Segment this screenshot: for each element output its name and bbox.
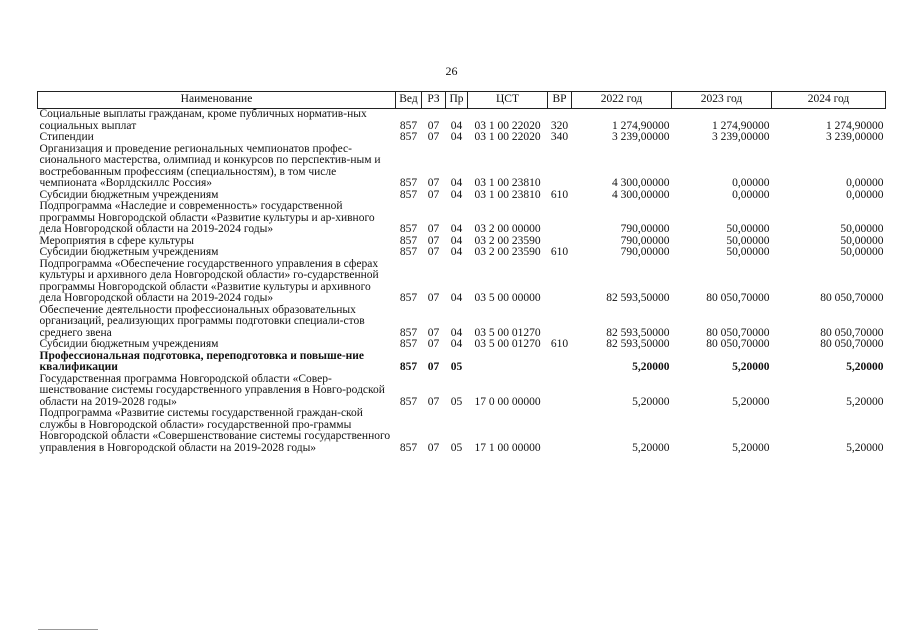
cell-2022: 790,00000	[620, 234, 670, 247]
cell-2024: 3 239,00000	[826, 131, 884, 143]
cell-2022: 3 239,00000	[612, 131, 670, 143]
cell-rz: 07	[427, 395, 440, 408]
cell-ved: 857	[399, 131, 418, 143]
cell-2023: 50,00000	[726, 246, 770, 258]
header-2024: 2024 год	[772, 92, 886, 109]
cell-2024: 1 274,90000	[826, 119, 884, 132]
cell-cst: 03 2 00 23590	[474, 234, 541, 247]
cell-2023: 80 050,70000	[706, 326, 770, 339]
cell-2024: 0,00000	[846, 188, 884, 201]
cell-cst: 03 2 00 23590	[474, 246, 541, 258]
cell-cst: 03 2 00 00000	[474, 223, 541, 235]
table-row	[38, 132, 886, 144]
cell-2024: 80 050,70000	[820, 326, 884, 339]
page-number: 26	[445, 64, 458, 78]
cell-name: Организация и проведение региональных чемпионатов профес-сионального мастерства, олимпиад и конкурсов по перспектив-ным и востребованным профессиям (специальностям), в том числе чемпионата «Ворлдскиллс Россия»	[39, 142, 381, 189]
cell-ved: 857	[399, 234, 418, 247]
table-row	[38, 201, 886, 236]
cell-2024: 50,00000	[840, 246, 884, 258]
cell-2024: 5,20000	[846, 441, 884, 454]
cell-ved: 857	[399, 177, 418, 189]
cell-pr: 04	[450, 188, 463, 201]
cell-2023: 3 239,00000	[712, 131, 770, 143]
cell-2023: 5,20000	[732, 361, 770, 373]
budget-table	[37, 91, 886, 454]
cell-ved: 857	[399, 223, 418, 235]
cell-cst: 03 1 00 22020	[474, 131, 541, 143]
cell-2022: 82 593,50000	[606, 326, 670, 339]
cell-name: Мероприятия в сфере культуры	[39, 234, 195, 247]
cell-2022: 82 593,50000	[606, 292, 670, 304]
cell-2023: 0,00000	[732, 188, 770, 201]
cell-name: Подпрограмма «Развитие системы государственной граждан-ской службы в Новгородской области» государственной про-граммы Новгородской области «Совершенствование системы государственного управления в Новгородской области на 2019-2028 годы»	[39, 407, 391, 454]
cell-2023: 80 050,70000	[706, 338, 770, 350]
cell-pr: 04	[450, 223, 463, 235]
cell-cst: 03 5 00 01270	[474, 338, 541, 350]
cell-vr	[548, 351, 572, 374]
cell-pr: 04	[450, 326, 463, 339]
cell-2022: 790,00000	[620, 223, 670, 235]
cell-2024: 5,20000	[846, 395, 884, 408]
cell-vr: 610	[550, 188, 569, 201]
table-row	[38, 374, 886, 409]
cell-2023: 0,00000	[732, 177, 770, 189]
cell-ved: 857	[399, 338, 418, 350]
cell-rz: 07	[427, 177, 440, 189]
cell-vr: 340	[550, 131, 569, 143]
cell-cst: 03 5 00 01270	[474, 326, 541, 339]
table-body	[38, 109, 886, 455]
table-row	[38, 247, 886, 259]
cell-2023: 5,20000	[732, 395, 770, 408]
cell-rz: 07	[427, 223, 440, 235]
header-cst: ЦСТ	[468, 92, 548, 109]
table-row	[38, 259, 886, 305]
cell-2024: 80 050,70000	[820, 292, 884, 304]
cell-ved: 857	[399, 246, 418, 258]
cell-vr	[548, 374, 572, 409]
cell-pr: 05	[450, 441, 463, 454]
cell-name: Профессиональная подготовка, переподготовка и повыше-ние квалификации	[39, 349, 365, 373]
table-row	[38, 408, 886, 454]
cell-2024: 50,00000	[840, 223, 884, 235]
table-row	[38, 144, 886, 190]
cell-cst: 03 1 00 22020	[474, 119, 541, 132]
header-rz: РЗ	[422, 92, 446, 109]
cell-vr	[548, 144, 572, 190]
header-name: Наименование	[38, 92, 396, 109]
cell-vr	[548, 201, 572, 236]
cell-cst	[468, 351, 548, 374]
cell-rz: 07	[427, 246, 440, 258]
cell-pr: 04	[450, 119, 463, 132]
cell-cst: 03 1 00 23810	[474, 177, 541, 189]
cell-pr: 04	[450, 177, 463, 189]
cell-2023: 5,20000	[732, 441, 770, 454]
cell-2022: 82 593,50000	[606, 338, 670, 350]
cell-name: Субсидии бюджетным учреждениям	[39, 246, 219, 258]
cell-name: Субсидии бюджетным учреждениям	[39, 188, 219, 201]
cell-2024: 50,00000	[840, 234, 884, 247]
cell-pr: 04	[450, 131, 463, 143]
cell-vr	[548, 259, 572, 305]
cell-rz: 07	[427, 441, 440, 454]
cell-name: Стипендии	[39, 131, 94, 143]
header-2023: 2023 год	[672, 92, 772, 109]
cell-2022: 5,20000	[632, 361, 670, 373]
cell-pr: 05	[450, 395, 463, 408]
cell-pr: 04	[450, 246, 463, 258]
header-pr: Пр	[446, 92, 468, 109]
cell-2022: 5,20000	[632, 395, 670, 408]
cell-2023: 50,00000	[726, 234, 770, 247]
cell-rz: 07	[427, 188, 440, 201]
cell-name: Подпрограмма «Наследие и современность» государственной программы Новгородской области «Развитие культуры и ар-хивного дела Новгородской области на 2019-2024 годы»	[39, 200, 375, 235]
cell-pr: 04	[450, 292, 463, 304]
cell-2022: 5,20000	[632, 441, 670, 454]
cell-2024: 0,00000	[846, 177, 884, 189]
cell-pr: 04	[450, 234, 463, 247]
cell-cst: 17 1 00 00000	[474, 441, 541, 454]
footer-divider	[38, 629, 98, 630]
cell-2024: 5,20000	[846, 361, 884, 373]
cell-vr: 610	[550, 338, 569, 350]
header-ved: Вед	[396, 92, 422, 109]
cell-rz: 07	[427, 119, 440, 132]
cell-rz: 07	[427, 292, 440, 304]
table-row	[38, 339, 886, 351]
cell-vr: 320	[550, 119, 569, 132]
cell-2022: 790,00000	[620, 246, 670, 258]
cell-name: Обеспечение деятельности профессиональных образовательных организаций, реализующих программы подготовки специали-стов среднего звена	[39, 303, 365, 339]
cell-vr	[548, 408, 572, 454]
cell-cst: 03 1 00 23810	[474, 188, 541, 201]
cell-cst: 17 0 00 00000	[474, 395, 541, 408]
cell-ved: 857	[399, 361, 418, 373]
cell-cst: 03 5 00 00000	[474, 292, 541, 304]
table-row	[38, 109, 886, 133]
cell-rz: 07	[427, 338, 440, 350]
cell-name: Государственная программа Новгородской области «Совер-шенствование системы государственного управления в Новго-родской области на 2019-2028 годы»	[39, 372, 385, 408]
cell-name: Субсидии бюджетным учреждениям	[39, 338, 219, 350]
cell-2022: 1 274,90000	[612, 119, 670, 132]
table-row	[38, 351, 886, 374]
cell-name: Социальные выплаты гражданам, кроме публичных норматив-ных социальных выплат	[39, 108, 367, 132]
table-row	[38, 305, 886, 340]
cell-2023: 1 274,90000	[712, 119, 770, 132]
table-header-row	[38, 92, 886, 109]
cell-vr: 610	[550, 246, 569, 258]
cell-ved: 857	[399, 326, 418, 339]
cell-2023: 80 050,70000	[706, 292, 770, 304]
cell-2023: 50,00000	[726, 223, 770, 235]
cell-2022: 4 300,00000	[612, 177, 670, 189]
cell-pr: 04	[450, 338, 463, 350]
header-vr: ВР	[548, 92, 572, 109]
cell-pr: 05	[450, 361, 463, 373]
cell-name: Подпрограмма «Обеспечение государственного управления в сферах культуры и архивного дела Новгородской области» го-сударственной программы Новгородской области «Развитие культуры и архивного дела Новгородской области на 2019-2024 годы»	[39, 257, 379, 304]
cell-rz: 07	[427, 131, 440, 143]
cell-ved: 857	[399, 292, 418, 304]
cell-rz: 07	[427, 361, 440, 373]
cell-2024: 80 050,70000	[820, 338, 884, 350]
cell-ved: 857	[399, 395, 418, 408]
cell-rz: 07	[427, 234, 440, 247]
cell-ved: 857	[399, 119, 418, 132]
cell-vr	[548, 305, 572, 340]
cell-ved: 857	[399, 441, 418, 454]
cell-rz: 07	[427, 326, 440, 339]
header-2022: 2022 год	[572, 92, 672, 109]
cell-2022: 4 300,00000	[612, 188, 670, 201]
cell-ved: 857	[399, 188, 418, 201]
